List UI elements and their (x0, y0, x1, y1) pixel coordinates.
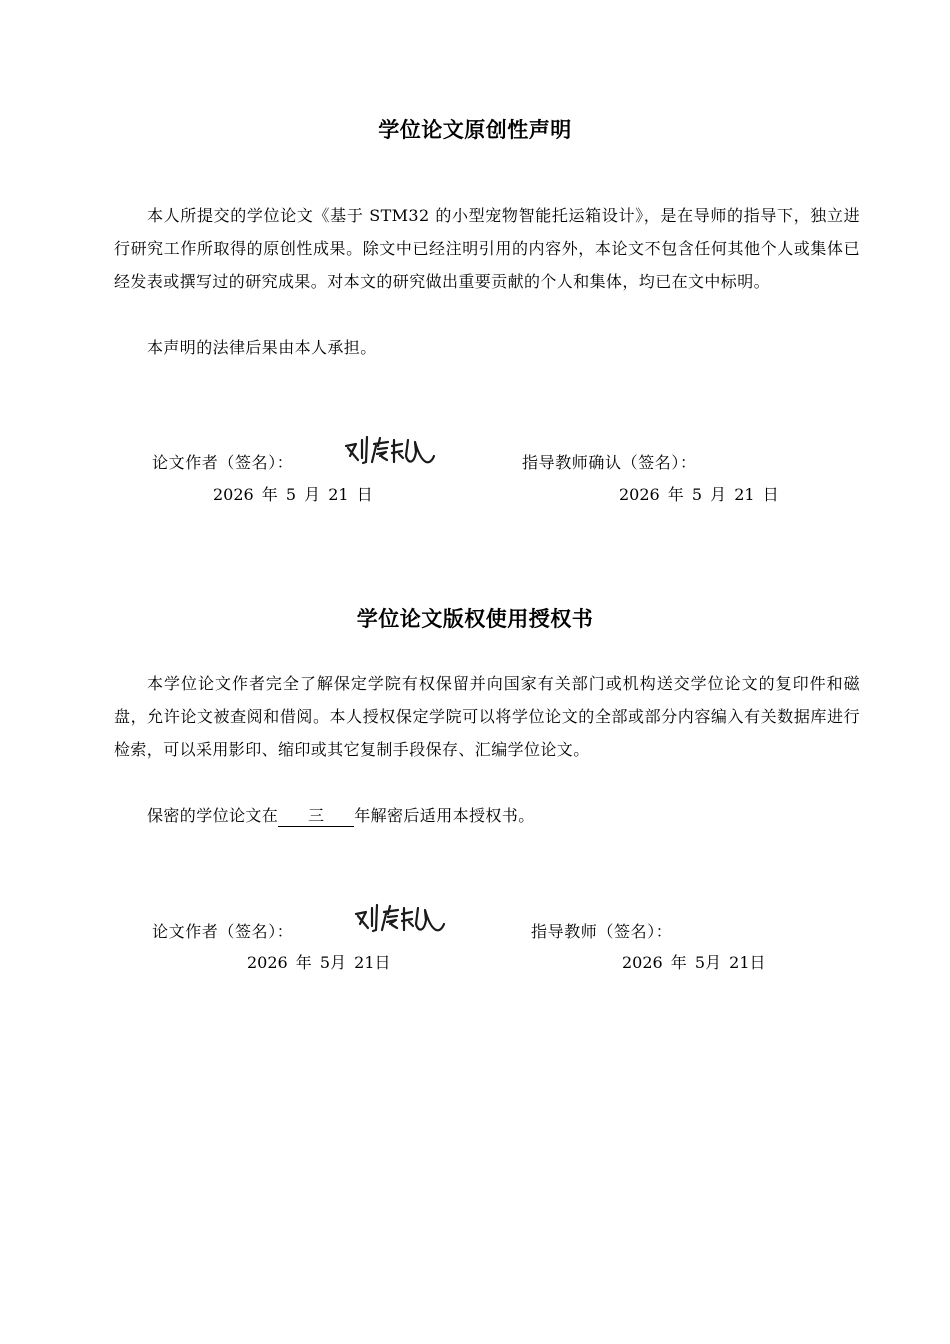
declaration-advisor-signature-label: 指导教师确认（签名）： (522, 453, 697, 472)
authorization-title: 学位论文版权使用授权书 (356, 607, 594, 631)
authorization-author-signature-label: 论文作者（签名）： (152, 922, 294, 941)
author-handwritten-signature (352, 900, 448, 940)
authorization-secrecy-paragraph (114, 799, 860, 832)
authorization-paragraph-1: 本学位论文作者完全了解保定学院有权保留并向国家有关部门或机构送交学位论文的复印件和磁盘，允许论文被查阅和借阅。本人授权保定学院可以将学位论文的全部或部分内容编入有关数据库进行检索，可以采用影印、缩印或其它复制手段保存、汇编学位论文。 (114, 674, 860, 759)
authorization-advisor-date: 2026 年 5月 21日 (622, 953, 766, 972)
declaration-author-date: 2026 年 5 月 21 日 (213, 485, 373, 504)
secrecy-years-blank: 三 (278, 806, 354, 827)
secrecy-suffix: 年解密后适用本授权书。 (354, 806, 535, 825)
authorization-advisor-signature-label: 指导教师（签名）： (531, 922, 673, 941)
declaration-author-signature-label: 论文作者（签名）： (152, 453, 294, 472)
declaration-title: 学位论文原创性声明 (378, 118, 572, 142)
secrecy-prefix: 保密的学位论文在 (147, 806, 279, 825)
declaration-paragraph-1: 本人所提交的学位论文《基于 STM32 的小型宠物智能托运箱设计》，是在导师的指导下，独立进行研究工作所取得的原创性成果。除文中已经注明引用的内容外，本论文不包含任何其他个人或集体已经发表或撰写过的研究成果。对本文的研究做出重要贡献的个人和集体，均已在文中标明。 (114, 206, 860, 291)
declaration-advisor-date: 2026 年 5 月 21 日 (619, 485, 779, 504)
declaration-paragraph-2: 本声明的法律后果由本人承担。 (147, 338, 377, 357)
author-handwritten-signature (342, 432, 438, 472)
authorization-author-date: 2026 年 5月 21日 (247, 953, 391, 972)
